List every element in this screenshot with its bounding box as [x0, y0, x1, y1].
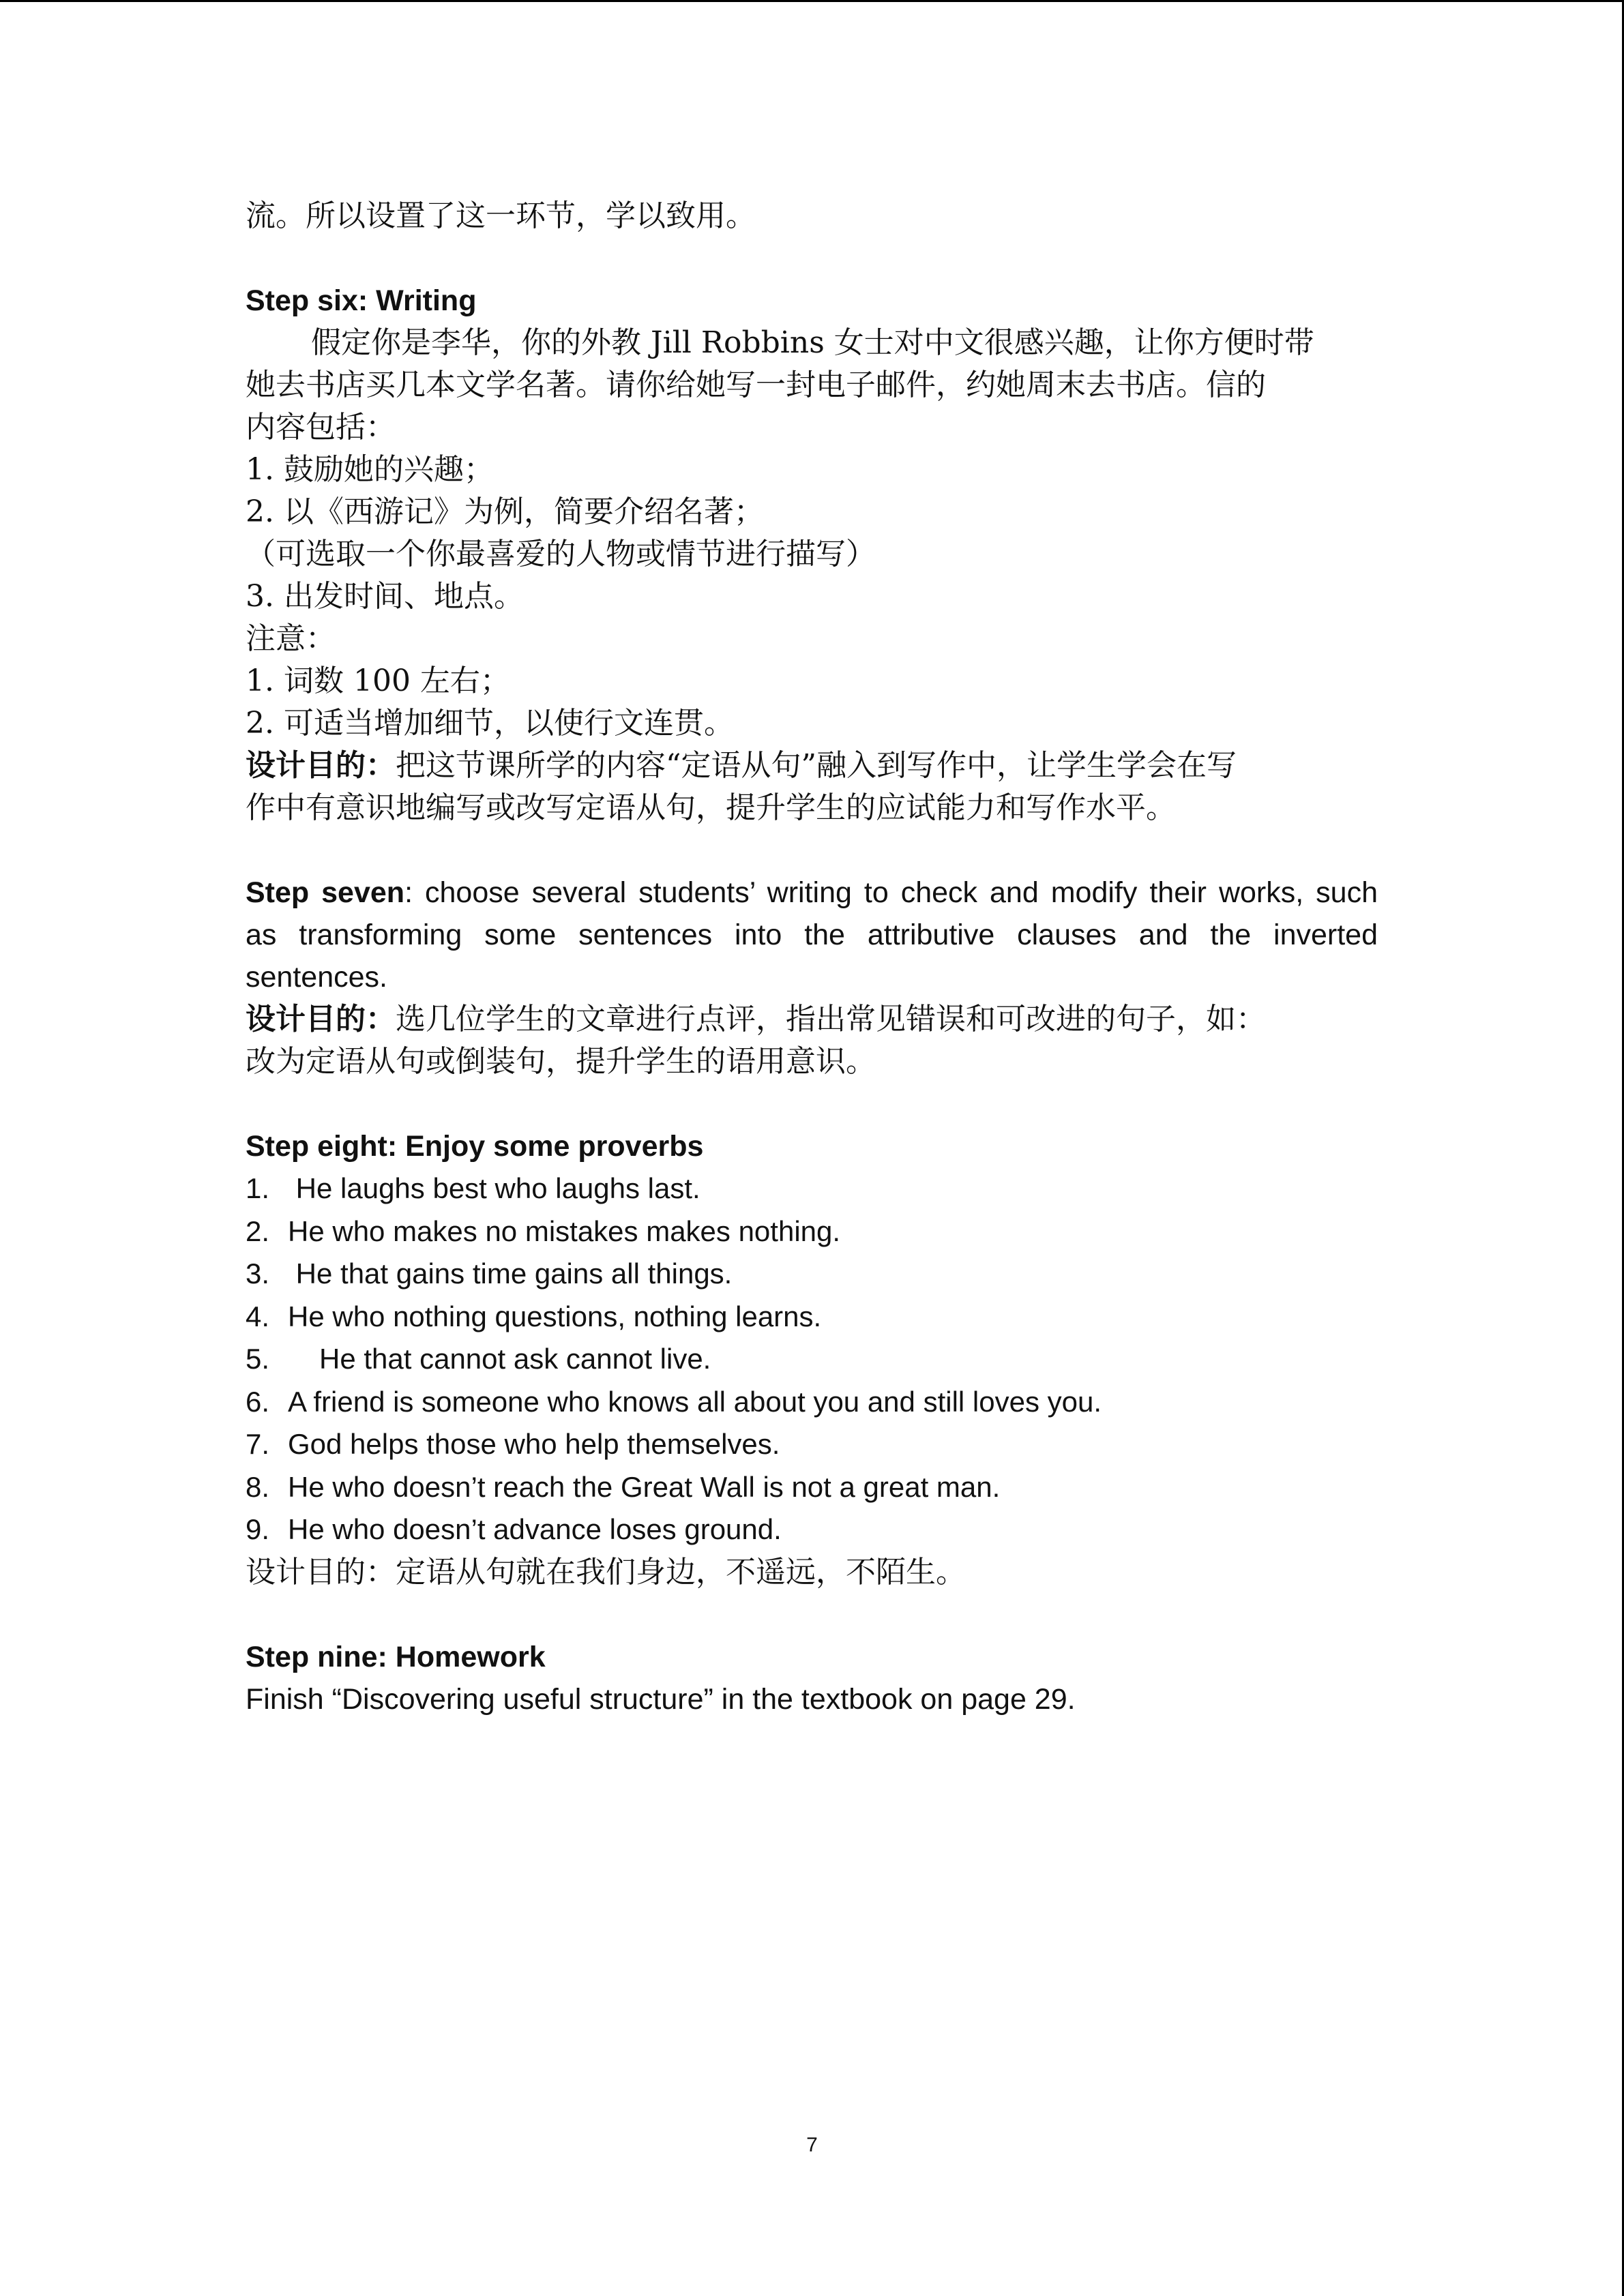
step-seven-text: : choose several students’ writing to check and modify their works, such [404, 876, 1378, 909]
page-number: 7 [806, 2134, 818, 2156]
proverb-item [246, 1296, 1378, 1339]
content-point: 1. 鼓励她的兴趣； [246, 452, 494, 487]
step-seven-text: sentences. [246, 961, 387, 994]
content-point: 3. 出发时间、地点。 [246, 579, 524, 614]
purpose-text: 选几位学生的文章进行点评，指出常见错误和可改进的句子，如： [396, 1002, 1266, 1037]
proverb-text: He laughs best who laughs last. [295, 1172, 700, 1204]
proverb-item [246, 1381, 1378, 1424]
proverb-text: He who doesn’t advance loses ground. [288, 1513, 782, 1545]
proverb-item [246, 1338, 1378, 1381]
proverb-text: He who nothing questions, nothing learns. [288, 1300, 822, 1332]
proverb-text: He that cannot ask cannot live. [319, 1343, 711, 1375]
proverb-number: 5. [246, 1343, 270, 1375]
spacer [246, 829, 1378, 871]
purpose-text: 把这节课所学的内容“定语从句”融入到写作中，让学生学会在写 [396, 748, 1237, 783]
spacer [246, 1594, 1378, 1636]
continuation-text: 流。所以设置了这一环节，学以致用。 [246, 198, 756, 233]
step-seven-text: as transforming some sentences into the attributive clauses and the inverted [246, 919, 1378, 951]
top-border-line [0, 0, 1624, 2]
step-six-heading: Step six: Writing [246, 284, 477, 317]
content-point: （可选取一个你最喜爱的人物或情节进行描写） [246, 537, 876, 571]
spacer [246, 237, 1378, 280]
proverb-number: 7. [246, 1428, 270, 1460]
proverb-text: A friend is someone who knows all about you and still loves you. [288, 1385, 1102, 1418]
purpose-text: 改为定语从句或倒装句，提升学生的语用意识。 [246, 1044, 876, 1079]
content-point: 2. 以《西游记》为例，简要介绍名著； [246, 494, 764, 529]
design-purpose: 设计目的：定语从句就在我们身边，不遥远，不陌生。 [246, 1554, 966, 1590]
proverb-text: He that gains time gains all things. [295, 1257, 733, 1289]
proverb-number: 2. [246, 1214, 270, 1247]
proverb-text: God helps those who help themselves. [288, 1428, 780, 1460]
design-purpose [246, 998, 1378, 1041]
step-nine-section [246, 1636, 1378, 1720]
task-line: 她去书店买几本文学名著。请你给她写一封电子邮件，约她周末去书店。信的 [246, 368, 1266, 402]
homework-text: Finish “Discovering useful structure” in the textbook on page 29. [246, 1682, 1076, 1716]
proverb-number: 1. [246, 1172, 270, 1204]
step-eight-heading: Step eight: Enjoy some proverbs [246, 1130, 704, 1163]
step-seven-section [246, 871, 1378, 1083]
proverb-text: He who doesn’t reach the Great Wall is not a great man. [288, 1470, 1001, 1503]
purpose-label: 设计目的： [246, 1002, 396, 1037]
notice-item: 1. 词数 100 左右； [246, 664, 510, 698]
proverb-item [246, 1210, 1378, 1253]
proverb-number: 9. [246, 1513, 270, 1545]
step-eight-section [246, 1125, 1378, 1594]
step-seven-heading: Step seven [246, 876, 405, 909]
step-seven-line [246, 871, 1378, 914]
step-nine-heading: Step nine: Homework [246, 1640, 546, 1673]
proverb-number: 3. [246, 1257, 270, 1289]
notice-item: 2. 可适当增加细节，以使行文连贯。 [246, 706, 734, 741]
spacer [246, 1083, 1378, 1125]
proverb-item [246, 1508, 1378, 1551]
proverb-item [246, 1167, 1378, 1210]
document-page [246, 195, 1378, 1720]
proverb-number: 4. [246, 1300, 270, 1332]
step-six-section [246, 280, 1378, 829]
proverb-number: 6. [246, 1385, 270, 1418]
proverb-item [246, 1466, 1378, 1509]
task-line: 假定你是李华，你的外教 Jill Robbins 女士对中文很感兴趣，让你方便时带 [311, 325, 1314, 360]
task-line: 内容包括： [246, 410, 396, 445]
proverb-number: 8. [246, 1470, 270, 1503]
purpose-text: 作中有意识地编写或改写定语从句，提升学生的应试能力和写作水平。 [246, 790, 1176, 825]
purpose-label: 设计目的： [246, 748, 396, 783]
proverb-item [246, 1253, 1378, 1296]
design-purpose [246, 745, 1378, 787]
proverb-item [246, 1423, 1378, 1466]
notice-label: 注意： [246, 621, 336, 656]
proverb-text: He who makes no mistakes makes nothing. [288, 1214, 841, 1247]
